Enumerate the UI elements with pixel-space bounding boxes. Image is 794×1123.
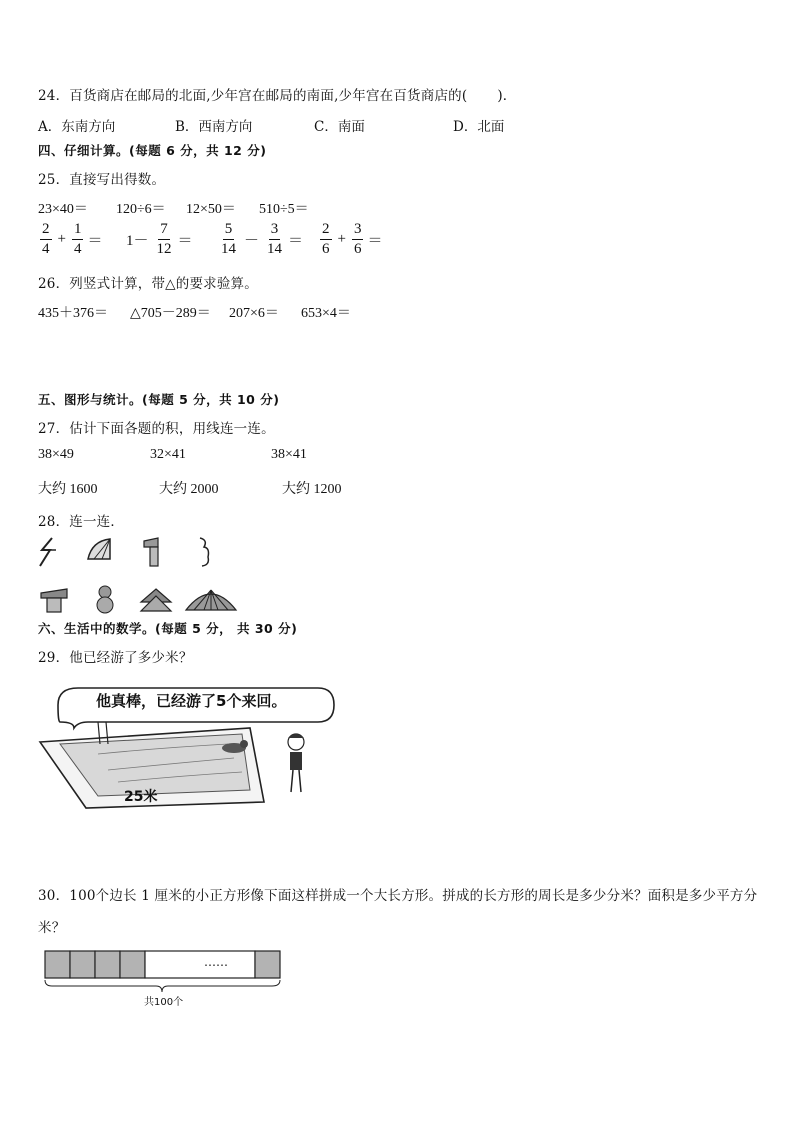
q25-item-1: 23×40＝ [38,202,88,217]
q24-option-d: D．北面 [453,119,505,135]
q24-option-c: C．南面 [314,119,365,135]
q25-fraction-1: $\frac{2}{4}$ + $\frac{1}{4}$ ＝ [42,221,103,257]
q27-product-2: 32×41 [150,447,186,462]
q27-estimate-2: 大约 2000 [159,482,219,497]
q28-stem: 28．连一连． [38,514,125,530]
q30-stem-line1: 30．100个边长 1 厘米的小正方形像下面这样拼成一个大长方形。拼成的长方形的周长是多少分米？面积是多少平方分 [38,888,758,904]
q25-item-3: 12×50＝ [186,202,236,217]
half-snowman-picture [196,535,212,569]
q27-stem: 27．估计下面各题的积，用线连一连。 [38,421,275,437]
half-lightning-picture [36,535,60,569]
q27-estimate-3: 大约 1200 [282,482,342,497]
q25-fraction-4: $\frac{2}{6}$ + $\frac{3}{6}$ ＝ [322,221,383,257]
q25-fraction-2: 1－ $\frac{7}{12}$ ＝ [126,221,193,257]
q27-product-1: 38×49 [38,447,74,462]
q24-option-b: B．西南方向 [175,119,253,135]
q26-item-1: 435＋376＝ [38,306,108,321]
section-6-title: 六、生活中的数学。(每题 5 分， 共 30 分) [38,621,298,636]
q30-stem-line2: 米？ [38,920,66,936]
squares-row-figure [44,950,284,994]
q27-product-3: 38×41 [271,447,307,462]
q25-stem: 25．直接写出得数。 [38,172,166,188]
squares-ellipsis: …… [204,955,228,969]
q26-item-4: 653×4＝ [301,306,351,321]
q25-item-4: 510÷5＝ [259,202,309,217]
q24-option-a: A．东南方向 [38,119,116,135]
half-house-picture [140,535,162,569]
q27-estimate-1: 大约 1600 [38,482,98,497]
tree-picture [138,586,174,614]
q24-stem: 24．百货商店在邮局的北面,少年宫在邮局的南面,少年宫在百货商店的( )． [38,88,517,104]
q26-item-2: △705－289＝ [130,306,211,321]
house-picture [38,586,70,614]
section-5-title: 五、图形与统计。(每题 5 分，共 10 分) [38,392,280,407]
q25-fraction-3: $\frac{5}{14}$ － $\frac{3}{14}$ ＝ [221,221,304,257]
half-umbrella-picture [84,535,114,567]
q29-stem: 29．他已经游了多少米？ [38,650,193,666]
brace-label: 共100个 [144,997,184,1008]
q25-item-2: 120÷6＝ [116,202,166,217]
q26-stem: 26．列竖式计算，带△的要求验算。 [38,276,258,292]
umbrella-picture [184,586,238,614]
speech-bubble-text: 他真棒，已经游了5个来回。 [96,692,287,710]
snowman-picture [94,584,116,614]
q26-item-3: 207×6＝ [229,306,279,321]
section-4-title: 四、仔细计算。(每题 6 分，共 12 分) [38,143,267,158]
pool-length-label: 25米 [124,789,158,805]
